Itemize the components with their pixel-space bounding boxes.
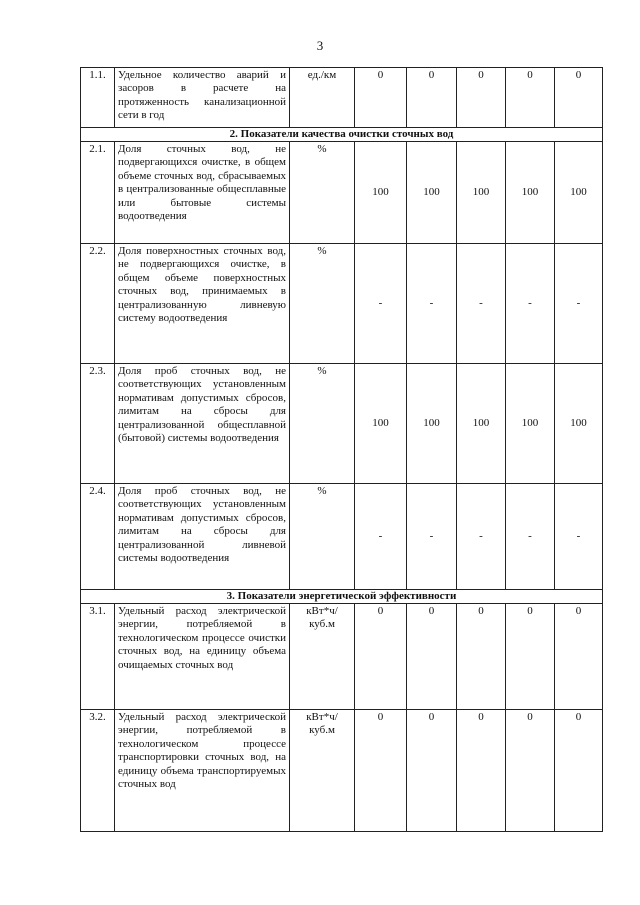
row-number: 2.4.: [81, 484, 115, 590]
value-cell: 0: [555, 710, 603, 832]
value-cell: 0: [555, 68, 603, 128]
unit-cell: кВт*ч/ куб.м: [290, 710, 355, 832]
indicators-table: [80, 67, 603, 832]
value-cell: -: [555, 484, 603, 590]
section-title: 2. Показатели качества очистки сточных вод: [81, 128, 603, 142]
value-cell: -: [506, 484, 555, 590]
section-header-row: [81, 590, 603, 604]
section-header-row: [81, 128, 603, 142]
value-cell: -: [407, 484, 457, 590]
row-number: 2.2.: [81, 244, 115, 364]
value-cell: 0: [407, 710, 457, 832]
indicator-description: Удельный расход электрической энергии, потребляемой в технологическом процессе очистки сточных вод, на единицу объема очищаемых сточных вод: [115, 604, 290, 710]
value-cell: 100: [457, 142, 506, 244]
value-cell: -: [355, 484, 407, 590]
value-cell: 0: [355, 68, 407, 128]
value-cell: 100: [506, 142, 555, 244]
value-cell: 0: [506, 710, 555, 832]
value-cell: 0: [555, 604, 603, 710]
row-number: 3.2.: [81, 710, 115, 832]
row-number: 2.1.: [81, 142, 115, 244]
value-cell: 0: [355, 710, 407, 832]
value-cell: 100: [355, 364, 407, 484]
value-cell: 100: [506, 364, 555, 484]
table-row: [81, 142, 603, 244]
value-cell: -: [407, 244, 457, 364]
value-cell: 100: [407, 142, 457, 244]
value-cell: 100: [555, 142, 603, 244]
value-cell: 0: [407, 68, 457, 128]
table-row: [81, 484, 603, 590]
value-cell: -: [457, 244, 506, 364]
table-row: [81, 68, 603, 128]
unit-cell: %: [290, 142, 355, 244]
value-cell: 0: [457, 604, 506, 710]
indicator-description: Доля проб сточных вод, не соответствующих установленным нормативам допустимых сбросов, лимитам на сбросы для централизованной общесплавной (бытовой) системы водоотведения: [115, 364, 290, 484]
value-cell: -: [506, 244, 555, 364]
indicator-description: Удельный расход электрической энергии, потребляемой в технологическом процессе транспортировки сточных вод, на единицу объема транспортируемых сточных вод: [115, 710, 290, 832]
indicator-description: Удельное количество аварий и засоров в расчете на протяженность канализационной сети в год: [115, 68, 290, 128]
indicator-description: Доля сточных вод, не подвергающихся очистке, в общем объеме сточных вод, сбрасываемых в централизованные общесплавные или бытовые системы водоотведения: [115, 142, 290, 244]
unit-cell: %: [290, 244, 355, 364]
value-cell: -: [457, 484, 506, 590]
value-cell: 100: [457, 364, 506, 484]
unit-cell: кВт*ч/ куб.м: [290, 604, 355, 710]
value-cell: 100: [407, 364, 457, 484]
unit-cell: %: [290, 364, 355, 484]
value-cell: 0: [506, 68, 555, 128]
value-cell: -: [555, 244, 603, 364]
value-cell: 0: [506, 604, 555, 710]
row-number: 3.1.: [81, 604, 115, 710]
value-cell: 0: [457, 68, 506, 128]
value-cell: 0: [457, 710, 506, 832]
indicator-description: Доля проб сточных вод, не соответствующих установленным нормативам допустимых сбросов, лимитам на сбросы для централизованной ливневой системы водоотведения: [115, 484, 290, 590]
table-row: [81, 364, 603, 484]
row-number: 1.1.: [81, 68, 115, 128]
value-cell: 100: [355, 142, 407, 244]
value-cell: 0: [407, 604, 457, 710]
unit-cell: %: [290, 484, 355, 590]
value-cell: -: [355, 244, 407, 364]
indicator-description: Доля поверхностных сточных вод, не подвергающихся очистке, в общем объеме поверхностных сточных вод, принимаемых в централизованную ливневую систему водоотведения: [115, 244, 290, 364]
unit-cell: ед./км: [290, 68, 355, 128]
section-title: 3. Показатели энергетической эффективности: [81, 590, 603, 604]
table-row: [81, 244, 603, 364]
table-row: [81, 604, 603, 710]
value-cell: 0: [355, 604, 407, 710]
page-number: 3: [316, 38, 324, 53]
value-cell: 100: [555, 364, 603, 484]
table-row: [81, 710, 603, 832]
row-number: 2.3.: [81, 364, 115, 484]
